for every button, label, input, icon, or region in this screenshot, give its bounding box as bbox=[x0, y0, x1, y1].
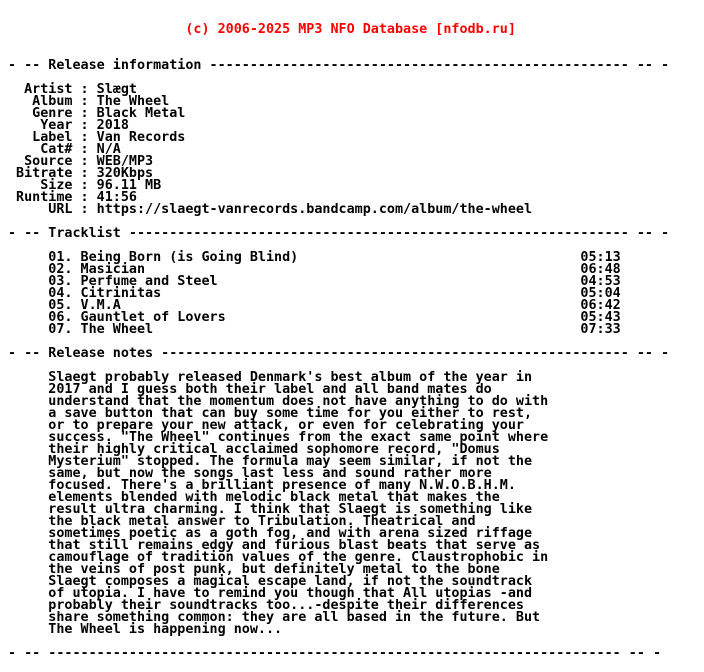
notes-line: the veins of post punk, but definitely metal to the bone bbox=[8, 562, 500, 577]
info-row: Artist : Slægt bbox=[8, 82, 137, 97]
info-row: Runtime : 41:56 bbox=[8, 190, 137, 205]
track-row: 01. Being Born (is Going Blind) 05:13 bbox=[8, 250, 621, 265]
notes-line: of utopia. I have to remind you though that All utopias -and bbox=[8, 586, 533, 601]
nfodb-credit-link[interactable]: (c) 2006-2025 MP3 NFO Database [nfodb.ru] bbox=[185, 22, 516, 37]
info-row: Source : WEB/MP3 bbox=[8, 154, 154, 169]
notes-line: same, but now the songs last less and sound rather more bbox=[8, 466, 492, 481]
notes-line: The Wheel is happening now... bbox=[8, 622, 283, 637]
info-row: Cat# : N/A bbox=[8, 142, 121, 157]
section-header-release-notes: - -- Release notes ---------------------------------------------------------- -- - bbox=[8, 346, 670, 361]
notes-line: share something common: they are all based in the future. But bbox=[8, 610, 541, 625]
track-row: 04. Citrinitas 05:04 bbox=[8, 286, 621, 301]
notes-line: Slaegt composes a magical escape land, if not the soundtrack bbox=[8, 574, 533, 589]
section-header-tracklist: - -- Tracklist -------------------------------------------------------------- -- - bbox=[8, 226, 670, 241]
info-row: Bitrate : 320Kbps bbox=[8, 166, 154, 181]
notes-line: 2017 and I guess both their label and all band mates do bbox=[8, 382, 492, 397]
track-row: 03. Perfume and Steel 04:53 bbox=[8, 274, 621, 289]
notes-line: understand that the momentum does not have anything to do with bbox=[8, 394, 549, 409]
notes-line: elements blended with melodic black metal that makes the bbox=[8, 490, 500, 505]
notes-line: the black metal answer to Tribulation. Theatrical and bbox=[8, 514, 476, 529]
notes-line: their highly critical acclaimed sophomore record, "Domus bbox=[8, 442, 500, 457]
nfo-document bbox=[8, 0, 669, 672]
notes-line: or to prepare your new attack, or even for celebrating your bbox=[8, 418, 524, 433]
track-row: 05. V.M.A 06:42 bbox=[8, 298, 621, 313]
info-row: URL : https://slaegt-vanrecords.bandcamp.com/album/the-wheel bbox=[8, 202, 533, 217]
notes-line: success. "The Wheel" continues from the exact same point where bbox=[8, 430, 549, 445]
notes-line: Mysterium" stopped. The formula may seem similar, if not the bbox=[8, 454, 533, 469]
notes-line: Slaegt probably released Denmark's best album of the year in bbox=[8, 370, 533, 385]
nfo-body bbox=[8, 60, 669, 660]
section-header-release-information: - -- Release information ---------------------------------------------------- -- - bbox=[8, 58, 670, 73]
notes-line: focused. There's a brilliant presence of many N.W.O.B.H.M. bbox=[8, 478, 516, 493]
info-row: Genre : Black Metal bbox=[8, 106, 186, 121]
info-row: Size : 96.11 MB bbox=[8, 178, 162, 193]
notes-line: sometimes poetic as a goth fog, and with arena sized riffage bbox=[8, 526, 533, 541]
notes-line: a save button that can buy some time for you either to rest, bbox=[8, 406, 533, 421]
notes-line: result ultra charming. I think that Slaegt is something like bbox=[8, 502, 533, 517]
track-row: 06. Gauntlet of Lovers 05:43 bbox=[8, 310, 621, 325]
track-row: 02. Masician 06:48 bbox=[8, 262, 621, 277]
notes-line: camouflage of tradition values of the genre. Claustrophobic in bbox=[8, 550, 549, 565]
info-row: Label : Van Records bbox=[8, 130, 186, 145]
notes-line: probably their soundtracks too...-despite their differences bbox=[8, 598, 524, 613]
track-row: 07. The Wheel 07:33 bbox=[8, 322, 621, 337]
info-row: Album : The Wheel bbox=[8, 94, 170, 109]
credit-line bbox=[8, 24, 669, 36]
footer-divider: - -- ----------------------------------------------------------------------- -- - bbox=[8, 646, 662, 661]
notes-line: that still remains edgy and furious blast beats that serve as bbox=[8, 538, 541, 553]
info-row: Year : 2018 bbox=[8, 118, 129, 133]
